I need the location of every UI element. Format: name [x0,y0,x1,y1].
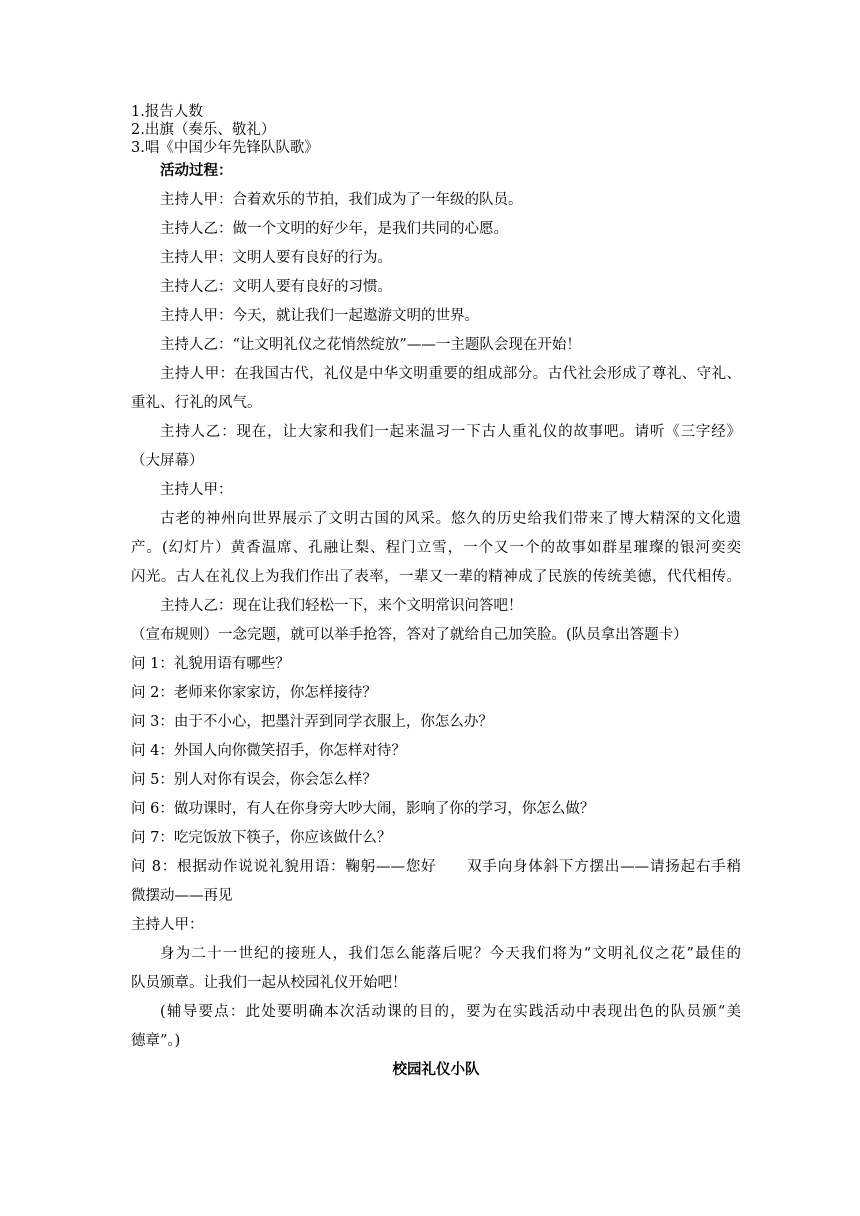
paragraph-history-line: 古老的神州向世界展示了文明古国的风采。悠久的历史给我们带来了博大精深的文化遗 [160,511,741,527]
quiz-intro: 主持人乙：现在让我们轻松一下，来个文明常识问答吧！ [160,598,523,614]
intro-list [131,103,741,157]
activity-section [131,157,741,1085]
list-item: 1.报告人数 [131,104,203,120]
question-item: 问 3：由于不小心，把墨汁弄到同学衣服上，你怎么办？ [131,714,493,730]
paragraph-ancient-line: 重礼、行礼的风气。 [131,395,262,411]
dialogue-line: 主持人甲：文明人要有良好的行为。 [160,250,392,266]
dialogue-line: 主持人甲：今天，就让我们一起遨游文明的世界。 [160,308,479,324]
paragraph-history-line: 闪光。古人在礼仪上为我们作出了表率，一辈又一辈的精神成了民族的传统美德，代代相传。 [131,569,741,585]
question-item: 问 1：礼貌用语有哪些？ [131,656,290,672]
question-8-line: 微摆动——再见 [131,888,233,904]
paragraph-ancient-line: 主持人甲：在我国古代，礼仪是中华文明重要的组成部分。古代社会形成了尊礼、守礼、 [160,366,741,382]
document-body [131,103,741,1085]
question-item: 问 7：吃完饭放下筷子，你应该做什么？ [131,830,392,846]
guidance-line: 德章”。) [131,1033,181,1049]
quiz-rules: （宣布规则）一念完题，就可以举手抢答，答对了就给自己加笑脸。(队员拿出答题卡） [131,627,688,643]
paragraph-medal-line: 队员颁章。让我们一起从校园礼仪开始吧！ [131,975,407,991]
guidance-line: (辅导要点：此处要明确本次活动课的目的，要为在实践活动中表现出色的队员颁“美 [160,1004,741,1020]
paragraph-story-line: （大屏幕） [131,453,204,469]
list-item: 3.唱《中国少年先锋队队歌》 [131,140,319,156]
list-item: 2.出旗（奏乐、敬礼） [131,122,276,138]
host-a-label: 主持人甲： [160,482,233,498]
dialogue-line: 主持人乙：“让文明礼仪之花悄然绽放”——一主题队会现在开始！ [160,337,581,353]
final-heading: 校园礼仪小队 [392,1062,480,1078]
dialogue-line: 主持人乙：文明人要有良好的习惯。 [160,279,392,295]
host-a-label: 主持人甲： [131,917,204,933]
paragraph-medal-line: 身为二十一世纪的接班人，我们怎么能落后呢？今天我们将为“文明礼仪之花”最佳的 [160,946,741,962]
dialogue-line: 主持人乙：做一个文明的好少年，是我们共同的心愿。 [160,221,508,237]
dialogue-line: 主持人甲：合着欢乐的节拍，我们成为了一年级的队员。 [160,192,523,208]
question-item: 问 4：外国人向你微笑招手，你怎样对待？ [131,743,406,759]
section-heading: 活动过程： [160,163,233,179]
paragraph-history-line: 产。(幻灯片）黄香温席、孔融让梨、程门立雪，一个又一个的故事如群星璀璨的银河奕奕 [131,540,741,556]
question-item: 问 6：做功课时，有人在你身旁大吵大闹，影响了你的学习，你怎么做？ [131,801,595,817]
question-8-line: 问 8：根据动作说说礼貌用语：鞠躬——您好 双手向身体斜下方摆出——请扬起右手稍 [131,859,741,875]
question-item: 问 5：别人对你有误会，你会怎么样？ [131,772,377,788]
paragraph-story-line: 主持人乙：现在，让大家和我们一起来温习一下古人重礼仪的故事吧。请听《三字经》 [160,424,741,440]
question-item: 问 2：老师来你家家访，你怎样接待？ [131,685,377,701]
